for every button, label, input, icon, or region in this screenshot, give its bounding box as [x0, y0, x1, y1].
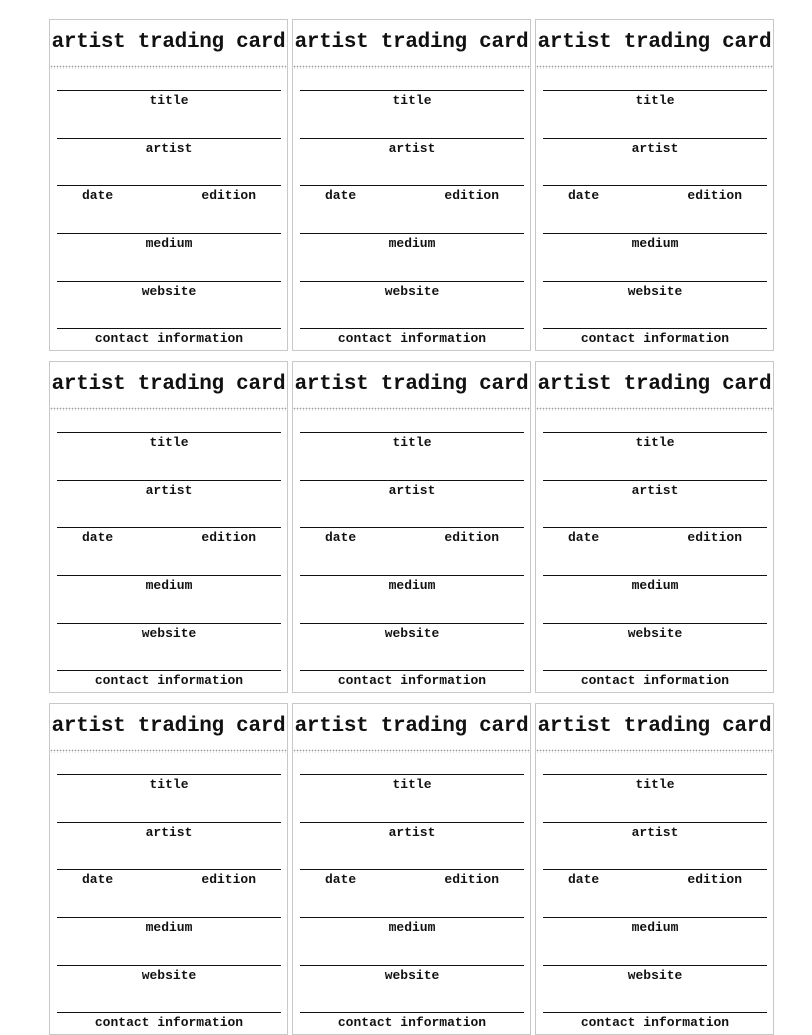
card-heading: artist trading card: [537, 373, 772, 396]
field-title[interactable]: [57, 432, 281, 450]
date-edition-labels: [57, 872, 281, 887]
field-artist[interactable]: [57, 138, 281, 156]
dotted-divider: [293, 407, 530, 411]
field-label-title: title: [392, 777, 432, 792]
field-label-edition: edition: [444, 872, 499, 887]
field-contact[interactable]: [300, 1012, 524, 1030]
field-label-edition: edition: [444, 530, 499, 545]
write-line[interactable]: [543, 774, 767, 775]
field-website[interactable]: [300, 965, 524, 983]
field-title[interactable]: [57, 90, 281, 108]
date-edition-labels: [543, 530, 767, 545]
trading-card: [49, 703, 288, 1035]
field-label-medium: medium: [145, 578, 193, 593]
field-label-title: title: [149, 93, 189, 108]
field-label-medium: medium: [145, 920, 193, 935]
field-label-edition: edition: [201, 530, 256, 545]
field-label-medium: medium: [388, 236, 436, 251]
field-split[interactable]: [57, 185, 281, 203]
field-website[interactable]: [57, 623, 281, 641]
field-label-artist: artist: [388, 483, 436, 498]
field-website[interactable]: [543, 281, 767, 299]
trading-card: [535, 361, 774, 693]
field-split[interactable]: [57, 527, 281, 545]
field-split[interactable]: [300, 185, 524, 203]
write-line[interactable]: [300, 869, 524, 870]
write-line[interactable]: [543, 185, 767, 186]
card-heading: artist trading card: [537, 715, 772, 738]
write-line[interactable]: [543, 965, 767, 966]
field-label-medium: medium: [388, 920, 436, 935]
field-label-contact: contact information: [337, 1015, 487, 1030]
write-line[interactable]: [300, 917, 524, 918]
field-artist[interactable]: [543, 480, 767, 498]
field-artist[interactable]: [57, 480, 281, 498]
field-label-contact: contact information: [94, 673, 244, 688]
field-label-title: title: [635, 93, 675, 108]
write-line[interactable]: [543, 281, 767, 282]
field-medium[interactable]: [57, 575, 281, 593]
write-line[interactable]: [543, 670, 767, 671]
date-edition-labels: [300, 188, 524, 203]
field-contact[interactable]: [57, 670, 281, 688]
date-edition-labels: [57, 188, 281, 203]
field-contact[interactable]: [543, 1012, 767, 1030]
dotted-divider: [293, 65, 530, 69]
field-title[interactable]: [300, 432, 524, 450]
write-line[interactable]: [300, 432, 524, 433]
field-label-website: website: [141, 626, 197, 641]
trading-card: [535, 19, 774, 351]
field-split[interactable]: [300, 869, 524, 887]
field-medium[interactable]: [543, 233, 767, 251]
write-line[interactable]: [543, 90, 767, 91]
field-medium[interactable]: [543, 575, 767, 593]
field-label-artist: artist: [145, 141, 193, 156]
field-website[interactable]: [543, 965, 767, 983]
write-line[interactable]: [300, 623, 524, 624]
field-label-edition: edition: [687, 872, 742, 887]
field-label-date: date: [568, 872, 600, 887]
field-artist[interactable]: [543, 822, 767, 840]
write-line[interactable]: [543, 233, 767, 234]
trading-card: [292, 703, 531, 1035]
field-split[interactable]: [543, 527, 767, 545]
field-label-website: website: [627, 626, 683, 641]
field-medium[interactable]: [300, 233, 524, 251]
card-heading: artist trading card: [51, 373, 286, 396]
write-line[interactable]: [543, 328, 767, 329]
field-label-edition: edition: [444, 188, 499, 203]
write-line[interactable]: [57, 185, 281, 186]
write-line[interactable]: [57, 527, 281, 528]
write-line[interactable]: [57, 670, 281, 671]
dotted-divider: [536, 749, 773, 753]
date-edition-labels: [57, 530, 281, 545]
write-line[interactable]: [57, 281, 281, 282]
write-line[interactable]: [300, 233, 524, 234]
field-label-date: date: [82, 188, 114, 203]
write-line[interactable]: [543, 1012, 767, 1013]
card-heading: artist trading card: [294, 715, 529, 738]
dotted-divider: [293, 749, 530, 753]
field-label-artist: artist: [145, 483, 193, 498]
field-label-date: date: [325, 872, 357, 887]
field-artist[interactable]: [300, 480, 524, 498]
field-label-title: title: [635, 777, 675, 792]
trading-card: [49, 19, 288, 351]
field-label-date: date: [325, 530, 357, 545]
write-line[interactable]: [57, 90, 281, 91]
field-title[interactable]: [57, 774, 281, 792]
write-line[interactable]: [300, 774, 524, 775]
field-label-title: title: [149, 777, 189, 792]
write-line[interactable]: [57, 328, 281, 329]
write-line[interactable]: [543, 869, 767, 870]
write-line[interactable]: [300, 1012, 524, 1013]
field-label-edition: edition: [201, 872, 256, 887]
write-line[interactable]: [57, 965, 281, 966]
field-label-website: website: [384, 284, 440, 299]
date-edition-labels: [300, 872, 524, 887]
field-label-artist: artist: [145, 825, 193, 840]
write-line[interactable]: [300, 281, 524, 282]
field-label-website: website: [627, 968, 683, 983]
write-line[interactable]: [57, 917, 281, 918]
field-title[interactable]: [543, 774, 767, 792]
date-edition-labels: [543, 188, 767, 203]
field-label-edition: edition: [687, 530, 742, 545]
field-title[interactable]: [543, 432, 767, 450]
write-line[interactable]: [300, 965, 524, 966]
trading-card: [292, 19, 531, 351]
field-label-edition: edition: [201, 188, 256, 203]
field-medium[interactable]: [57, 917, 281, 935]
field-label-medium: medium: [631, 578, 679, 593]
field-label-medium: medium: [388, 578, 436, 593]
field-label-edition: edition: [687, 188, 742, 203]
field-label-date: date: [568, 530, 600, 545]
write-line[interactable]: [300, 90, 524, 91]
trading-card: [535, 703, 774, 1035]
field-label-website: website: [384, 626, 440, 641]
card-heading: artist trading card: [294, 373, 529, 396]
field-website[interactable]: [57, 281, 281, 299]
date-edition-labels: [543, 872, 767, 887]
card-heading: artist trading card: [51, 31, 286, 54]
field-artist[interactable]: [57, 822, 281, 840]
field-label-title: title: [392, 93, 432, 108]
field-medium[interactable]: [57, 233, 281, 251]
field-contact[interactable]: [543, 670, 767, 688]
date-edition-labels: [300, 530, 524, 545]
field-medium[interactable]: [300, 575, 524, 593]
write-line[interactable]: [57, 774, 281, 775]
write-line[interactable]: [300, 185, 524, 186]
field-split[interactable]: [543, 185, 767, 203]
field-medium[interactable]: [543, 917, 767, 935]
field-website[interactable]: [57, 965, 281, 983]
field-label-artist: artist: [631, 825, 679, 840]
trading-card: [292, 361, 531, 693]
field-label-title: title: [635, 435, 675, 450]
write-line[interactable]: [57, 822, 281, 823]
write-line[interactable]: [543, 575, 767, 576]
write-line[interactable]: [57, 233, 281, 234]
write-line[interactable]: [543, 138, 767, 139]
write-line[interactable]: [300, 670, 524, 671]
field-contact[interactable]: [300, 328, 524, 346]
field-label-artist: artist: [631, 483, 679, 498]
write-line[interactable]: [543, 527, 767, 528]
field-website[interactable]: [300, 623, 524, 641]
field-label-title: title: [392, 435, 432, 450]
field-label-medium: medium: [631, 236, 679, 251]
field-label-website: website: [627, 284, 683, 299]
field-label-title: title: [149, 435, 189, 450]
field-artist[interactable]: [300, 138, 524, 156]
write-line[interactable]: [543, 432, 767, 433]
field-label-artist: artist: [388, 141, 436, 156]
field-contact[interactable]: [300, 670, 524, 688]
card-heading: artist trading card: [537, 31, 772, 54]
field-title[interactable]: [300, 90, 524, 108]
field-label-medium: medium: [145, 236, 193, 251]
field-split[interactable]: [57, 869, 281, 887]
field-title[interactable]: [300, 774, 524, 792]
card-heading: artist trading card: [51, 715, 286, 738]
write-line[interactable]: [300, 328, 524, 329]
field-medium[interactable]: [300, 917, 524, 935]
write-line[interactable]: [300, 138, 524, 139]
dotted-divider: [536, 65, 773, 69]
field-label-artist: artist: [631, 141, 679, 156]
field-contact[interactable]: [57, 1012, 281, 1030]
write-line[interactable]: [543, 623, 767, 624]
write-line[interactable]: [300, 822, 524, 823]
field-artist[interactable]: [300, 822, 524, 840]
write-line[interactable]: [543, 480, 767, 481]
field-label-website: website: [141, 968, 197, 983]
field-label-contact: contact information: [580, 673, 730, 688]
write-line[interactable]: [57, 623, 281, 624]
field-label-artist: artist: [388, 825, 436, 840]
write-line[interactable]: [543, 917, 767, 918]
write-line[interactable]: [57, 138, 281, 139]
field-label-contact: contact information: [580, 1015, 730, 1030]
field-label-date: date: [82, 530, 114, 545]
field-label-date: date: [82, 872, 114, 887]
write-line[interactable]: [57, 575, 281, 576]
field-label-medium: medium: [631, 920, 679, 935]
write-line[interactable]: [57, 1012, 281, 1013]
write-line[interactable]: [57, 480, 281, 481]
field-label-website: website: [384, 968, 440, 983]
write-line[interactable]: [57, 432, 281, 433]
write-line[interactable]: [300, 575, 524, 576]
field-split[interactable]: [300, 527, 524, 545]
dotted-divider: [50, 407, 287, 411]
field-label-contact: contact information: [580, 331, 730, 346]
field-label-contact: contact information: [94, 331, 244, 346]
field-label-date: date: [325, 188, 357, 203]
card-heading: artist trading card: [294, 31, 529, 54]
trading-card: [49, 361, 288, 693]
field-artist[interactable]: [543, 138, 767, 156]
dotted-divider: [50, 749, 287, 753]
field-title[interactable]: [543, 90, 767, 108]
field-website[interactable]: [543, 623, 767, 641]
field-label-date: date: [568, 188, 600, 203]
dotted-divider: [50, 65, 287, 69]
write-line[interactable]: [543, 822, 767, 823]
field-label-contact: contact information: [337, 673, 487, 688]
field-label-website: website: [141, 284, 197, 299]
field-contact[interactable]: [57, 328, 281, 346]
field-website[interactable]: [300, 281, 524, 299]
field-split[interactable]: [543, 869, 767, 887]
field-contact[interactable]: [543, 328, 767, 346]
write-line[interactable]: [57, 869, 281, 870]
field-label-contact: contact information: [94, 1015, 244, 1030]
dotted-divider: [536, 407, 773, 411]
write-line[interactable]: [300, 527, 524, 528]
field-label-contact: contact information: [337, 331, 487, 346]
write-line[interactable]: [300, 480, 524, 481]
